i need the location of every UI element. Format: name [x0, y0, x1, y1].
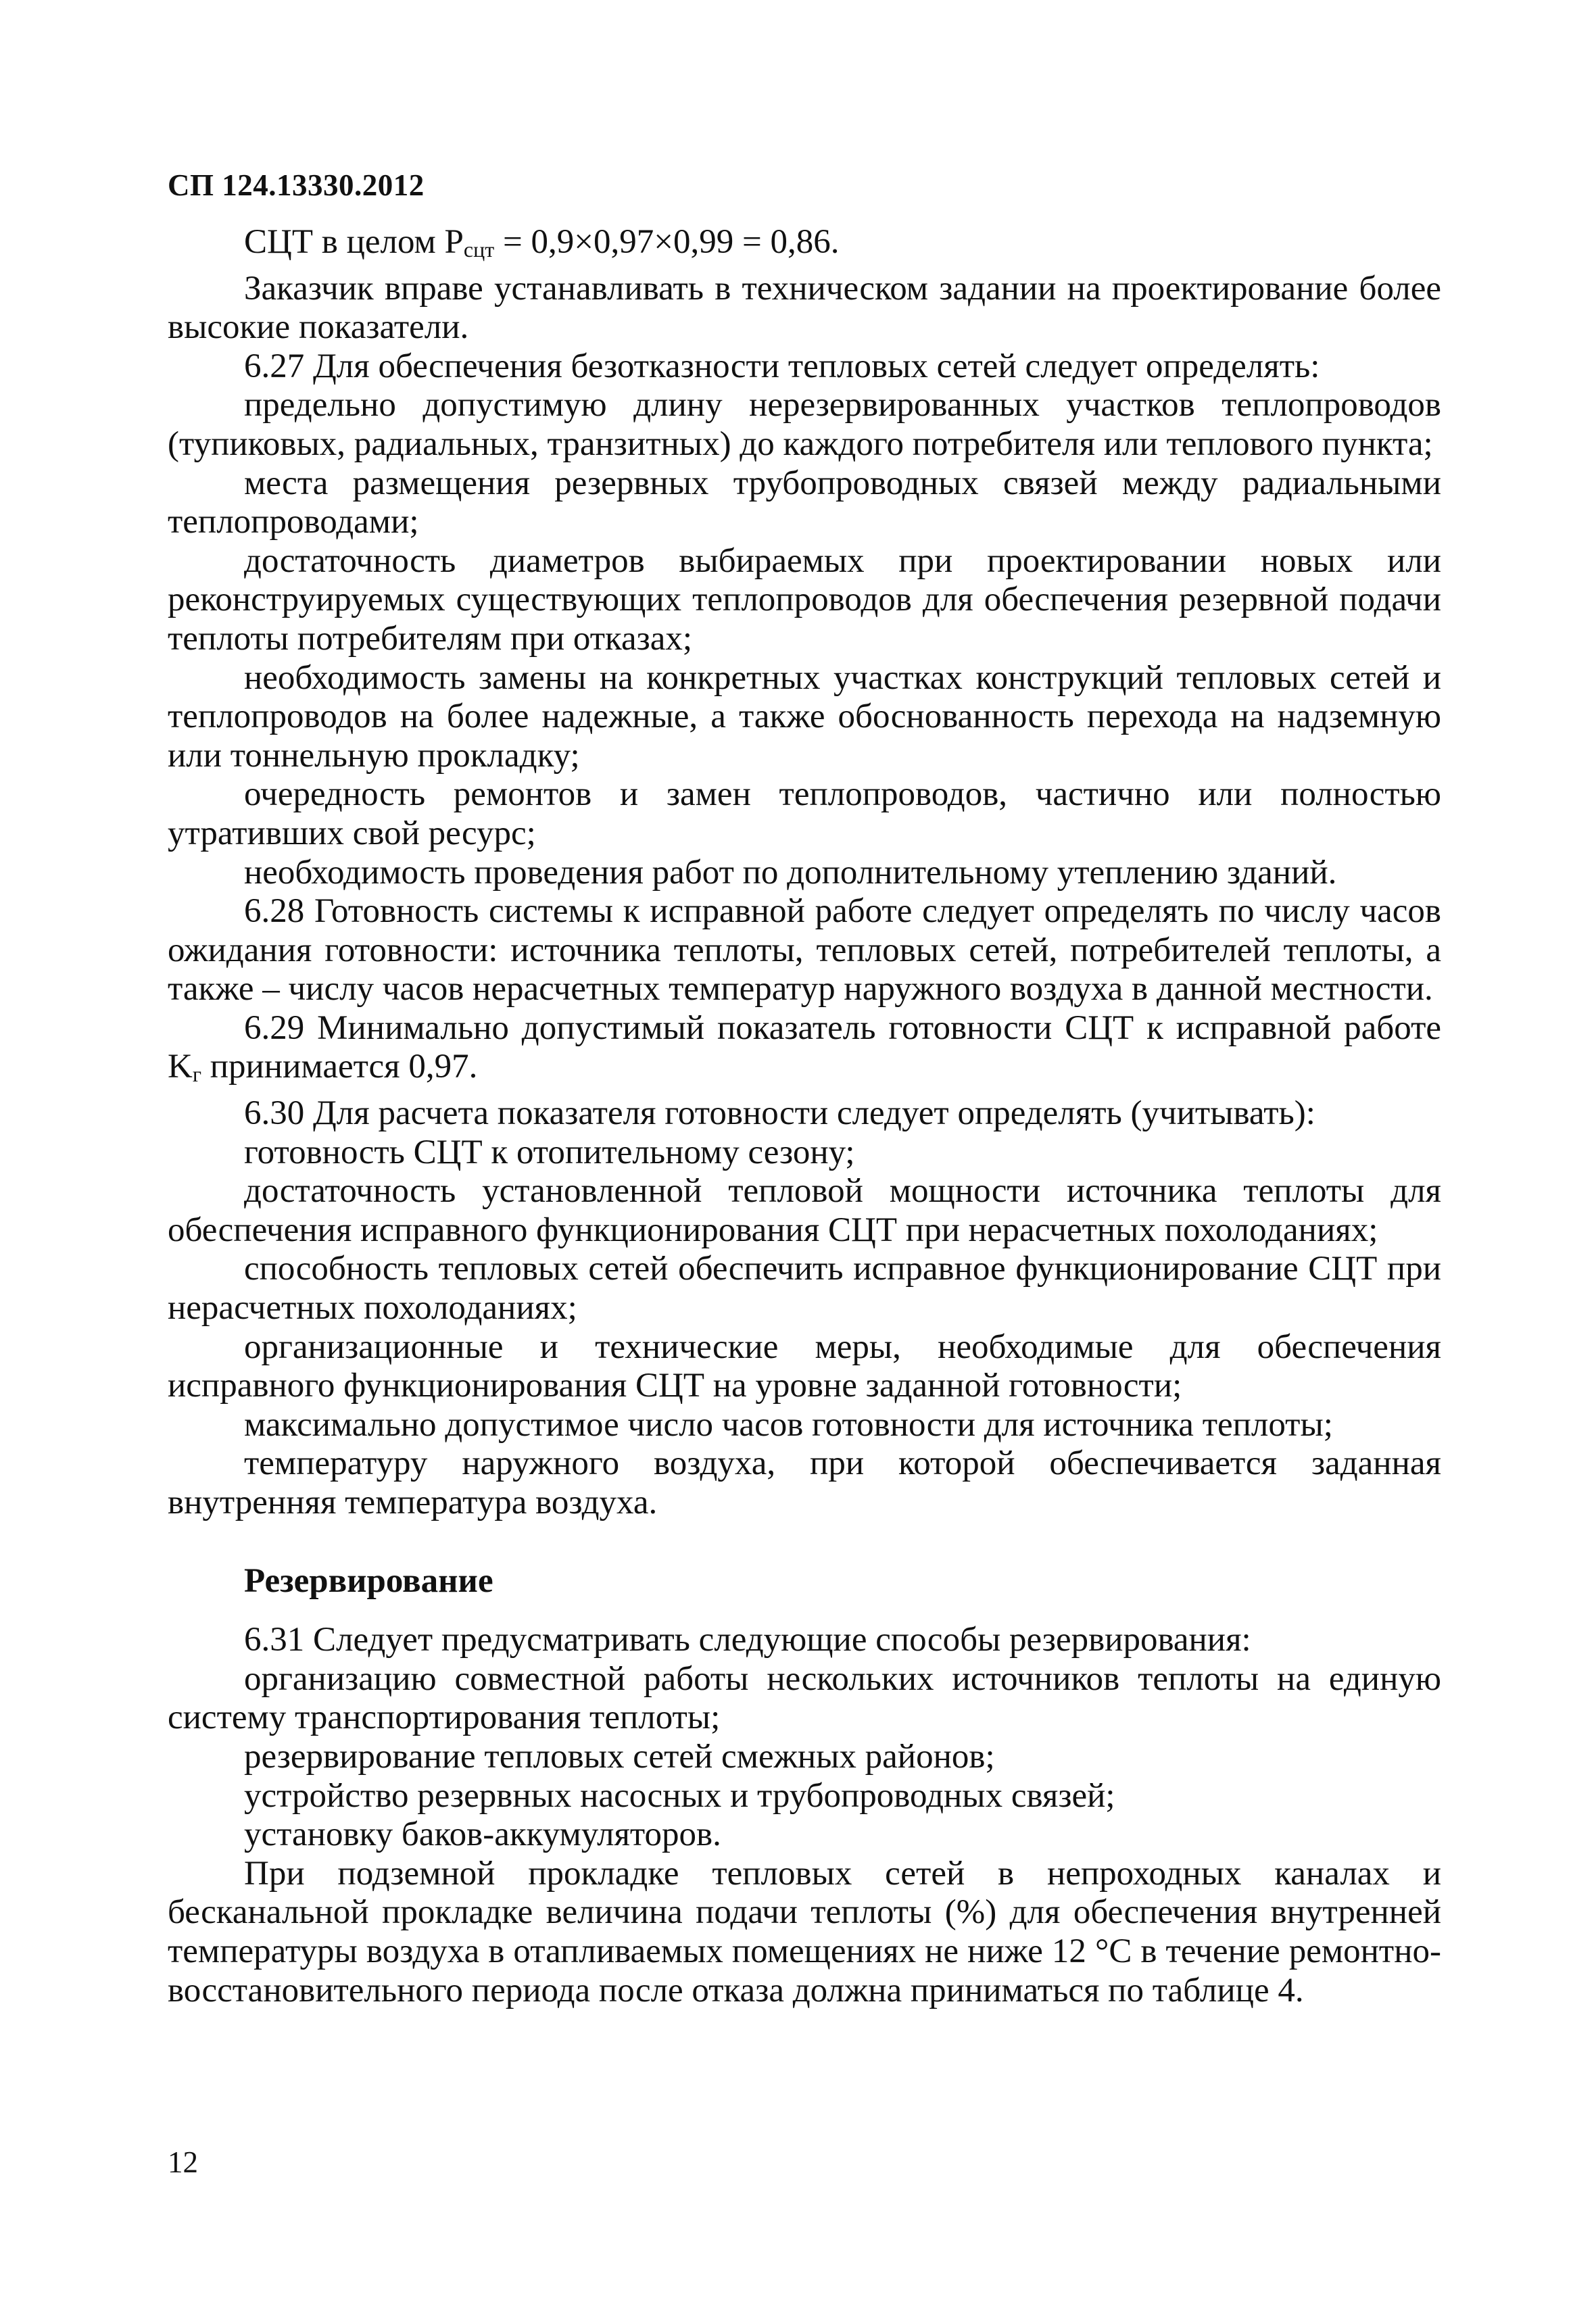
- paragraph: очередность ремонтов и замен теплопроводов, частично или полностью утративших свой ресурс;: [168, 775, 1441, 852]
- paragraph: достаточность установленной тепловой мощности источника теплоты для обеспечения исправного функционирования СЦТ при нерасчетных похолоданиях;: [168, 1172, 1441, 1249]
- paragraph: При подземной прокладке тепловых сетей в непроходных каналах и бесканальной прокладке величина подачи теплоты (%) для обеспечения внутренней температуры воздуха в отапливаемых помещениях не ниже 12 °С в течение ремонтно-восстановительного периода после отказа должна приниматься по таблице 4.: [168, 1854, 1441, 2009]
- paragraph: резервирование тепловых сетей смежных районов;: [244, 1737, 995, 1776]
- paragraph: необходимость замены на конкретных участках конструкций тепловых сетей и теплопроводов на более надежные, а также обоснованность перехода на надземную или тоннельную прокладку;: [168, 658, 1441, 775]
- paragraph-6-29: [168, 1009, 1441, 1094]
- document-body: [168, 223, 1441, 2010]
- paragraph: Заказчик вправе устанавливать в техническом задании на проектирование более высокие показатели.: [168, 269, 1441, 347]
- paragraph: устройство резервных насосных и трубопроводных связей;: [244, 1776, 1115, 1815]
- paragraph: предельно допустимую длину нерезервированных участков теплопроводов (тупиковых, радиальных, транзитных) до каждого потребителя или теплового пункта;: [168, 386, 1441, 463]
- page-number: 12: [168, 2145, 198, 2179]
- paragraph: организационные и технические меры, необходимые для обеспечения исправного функционирования СЦТ на уровне заданной готовности;: [168, 1327, 1441, 1405]
- paragraph-6-29-end: принимается 0,97.: [201, 1048, 478, 1086]
- formula-prefix: СЦТ в целом P: [244, 223, 464, 261]
- section-heading: Резервирование: [244, 1561, 493, 1600]
- formula-expression: = 0,9×0,97×0,99 = 0,86.: [494, 223, 840, 261]
- paragraph: достаточность диаметров выбираемых при проектировании новых или реконструируемых существующих теплопроводов для обеспечения резервной подачи теплоты потребителям при отказах;: [168, 541, 1441, 658]
- paragraph: готовность СЦТ к отопительному сезону;: [244, 1133, 855, 1171]
- formula-line: [168, 223, 1441, 270]
- paragraph: максимально допустимое число часов готовности для источника теплоты;: [244, 1405, 1333, 1444]
- paragraph: 6.31 Следует предусматривать следующие способы резервирования:: [244, 1621, 1251, 1659]
- paragraph: способность тепловых сетей обеспечить исправное функционирование СЦТ при нерасчетных похолоданиях;: [168, 1250, 1441, 1327]
- paragraph: 6.28 Готовность системы к исправной работе следует определять по числу часов ожидания готовности: источника теплоты, тепловых сетей, потребителей теплоты, а также – числу часов нерасчетных температур наружного воздуха в данной местности.: [168, 892, 1441, 1008]
- paragraph-6-29-text: 6.29 Минимально допустимый показатель готовности СЦТ к исправной работе K: [168, 1008, 1441, 1086]
- document-code-header: СП 124.13330.2012: [168, 168, 425, 202]
- paragraph: 6.27 Для обеспечения безотказности тепловых сетей следует определять:: [244, 347, 1320, 385]
- paragraph: необходимость проведения работ по дополнительному утеплению зданий.: [244, 853, 1337, 892]
- paragraph: 6.30 Для расчета показателя готовности следует определять (учитывать):: [244, 1094, 1315, 1133]
- formula-subscript: сцт: [463, 237, 495, 262]
- paragraph: организацию совместной работы нескольких источников теплоты на единую систему транспортирования теплоты;: [168, 1659, 1441, 1737]
- paragraph-6-29-subscript: г: [192, 1062, 201, 1087]
- paragraph: места размещения резервных трубопроводных связей между радиальными теплопроводами;: [168, 464, 1441, 541]
- paragraph: установку баков-аккумуляторов.: [244, 1816, 721, 1854]
- paragraph: температуру наружного воздуха, при которой обеспечивается заданная внутренняя температура воздуха.: [168, 1444, 1441, 1521]
